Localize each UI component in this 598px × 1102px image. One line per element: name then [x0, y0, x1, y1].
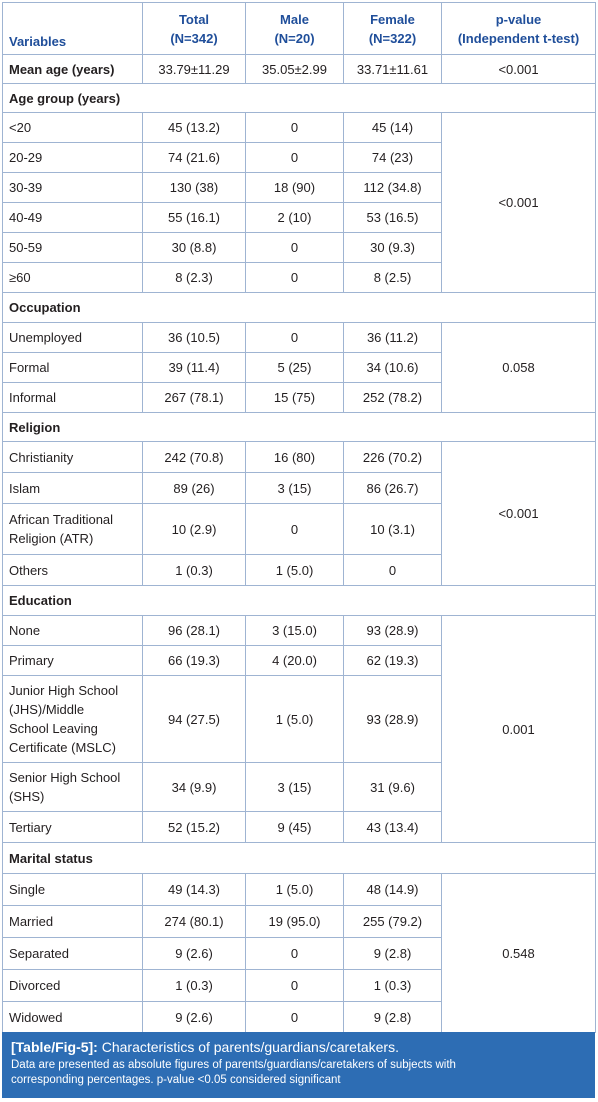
- mean-age-row: [3, 55, 596, 84]
- male-cell: 0: [246, 113, 344, 143]
- row-label: African Traditional Religion (ATR): [3, 504, 143, 555]
- row-label: Senior High School (SHS): [3, 763, 143, 812]
- caption-title: [11, 1038, 586, 1056]
- male-cell: 0: [246, 504, 344, 555]
- female-cell: 252 (78.2): [344, 383, 442, 413]
- row-label: Christianity: [3, 442, 143, 473]
- total-cell: 94 (27.5): [143, 676, 246, 763]
- male-cell: 3 (15.0): [246, 616, 344, 646]
- header-total: Total (N=342): [143, 3, 246, 55]
- male-cell: 19 (95.0): [246, 906, 344, 938]
- row-label: <20: [3, 113, 143, 143]
- female-cell: 45 (14): [344, 113, 442, 143]
- total-cell: 34 (9.9): [143, 763, 246, 812]
- total-cell: 130 (38): [143, 173, 246, 203]
- male-cell: 5 (25): [246, 353, 344, 383]
- total-cell: 267 (78.1): [143, 383, 246, 413]
- female-cell: 62 (19.3): [344, 646, 442, 676]
- total-cell: 274 (80.1): [143, 906, 246, 938]
- total-cell: 36 (10.5): [143, 323, 246, 353]
- total-cell: 10 (2.9): [143, 504, 246, 555]
- female-cell: 9 (2.8): [344, 1002, 442, 1033]
- section-title: Marital status: [3, 843, 596, 874]
- female-cell: 34 (10.6): [344, 353, 442, 383]
- section-header-occupation: [3, 293, 596, 323]
- male-cell: 0: [246, 323, 344, 353]
- male-cell: 3 (15): [246, 473, 344, 504]
- female-cell: 30 (9.3): [344, 233, 442, 263]
- row-label: Married: [3, 906, 143, 938]
- female-cell: 31 (9.6): [344, 763, 442, 812]
- table-row: [3, 874, 596, 906]
- female-cell: 53 (16.5): [344, 203, 442, 233]
- total-cell: 55 (16.1): [143, 203, 246, 233]
- male-cell: 9 (45): [246, 812, 344, 843]
- total-cell: 9 (2.6): [143, 938, 246, 970]
- p-value-cell: <0.001: [442, 113, 596, 293]
- row-label: Islam: [3, 473, 143, 504]
- header-p-value: p-value (Independent t-test): [442, 3, 596, 55]
- row-label: Others: [3, 555, 143, 586]
- female-cell: 112 (34.8): [344, 173, 442, 203]
- section-header-marital: [3, 843, 596, 874]
- row-label: None: [3, 616, 143, 646]
- table-row: [3, 113, 596, 143]
- row-label: Tertiary: [3, 812, 143, 843]
- female-cell: 43 (13.4): [344, 812, 442, 843]
- section-header-religion: [3, 413, 596, 442]
- row-label: Divorced: [3, 970, 143, 1002]
- male-cell: 2 (10): [246, 203, 344, 233]
- total-cell: 33.79±11.29: [143, 55, 246, 84]
- male-cell: 16 (80): [246, 442, 344, 473]
- p-value-cell: 0.058: [442, 323, 596, 413]
- male-cell: 0: [246, 1002, 344, 1033]
- section-title: Religion: [3, 413, 596, 442]
- male-cell: 18 (90): [246, 173, 344, 203]
- header-female: Female (N=322): [344, 3, 442, 55]
- male-cell: 0: [246, 970, 344, 1002]
- female-cell: 48 (14.9): [344, 874, 442, 906]
- caption-note: Data are presented as absolute figures of parents/guardians/caretakers of subjects with corresponding percentages. p-value <0.05 considered significant: [11, 1059, 456, 1086]
- female-cell: 226 (70.2): [344, 442, 442, 473]
- row-label: Informal: [3, 383, 143, 413]
- table-row: [3, 442, 596, 473]
- row-label: Single: [3, 874, 143, 906]
- section-title: Occupation: [3, 293, 596, 323]
- section-header-age: [3, 84, 596, 113]
- female-cell: 74 (23): [344, 143, 442, 173]
- total-cell: 89 (26): [143, 473, 246, 504]
- female-cell: 1 (0.3): [344, 970, 442, 1002]
- table-caption: [2, 1032, 595, 1098]
- male-cell: 0: [246, 263, 344, 293]
- row-label: 30-39: [3, 173, 143, 203]
- total-cell: 242 (70.8): [143, 442, 246, 473]
- row-label: 20-29: [3, 143, 143, 173]
- table-row: [3, 323, 596, 353]
- caption-label: [Table/Fig-5]:: [11, 1039, 98, 1055]
- male-cell: 1 (5.0): [246, 874, 344, 906]
- female-cell: 93 (28.9): [344, 676, 442, 763]
- female-cell: 33.71±11.61: [344, 55, 442, 84]
- female-cell: 255 (79.2): [344, 906, 442, 938]
- male-cell: 0: [246, 233, 344, 263]
- total-cell: 1 (0.3): [143, 970, 246, 1002]
- section-title: Education: [3, 586, 596, 616]
- male-cell: 1 (5.0): [246, 676, 344, 763]
- female-cell: 8 (2.5): [344, 263, 442, 293]
- header-row: [3, 3, 596, 55]
- total-cell: 52 (15.2): [143, 812, 246, 843]
- total-cell: 8 (2.3): [143, 263, 246, 293]
- row-label: Junior High School (JHS)/Middle School Leaving Certificate (MSLC): [3, 676, 143, 763]
- characteristics-table: [2, 2, 596, 1033]
- row-label: Primary: [3, 646, 143, 676]
- total-cell: 9 (2.6): [143, 1002, 246, 1033]
- male-cell: 1 (5.0): [246, 555, 344, 586]
- p-value-cell: 0.001: [442, 616, 596, 843]
- female-cell: 36 (11.2): [344, 323, 442, 353]
- table-row: [3, 616, 596, 646]
- p-value-cell: <0.001: [442, 442, 596, 586]
- p-value-cell: <0.001: [442, 55, 596, 84]
- p-value-cell: 0.548: [442, 874, 596, 1033]
- row-label: Formal: [3, 353, 143, 383]
- row-label: ≥60: [3, 263, 143, 293]
- header-male: Male (N=20): [246, 3, 344, 55]
- male-cell: 0: [246, 938, 344, 970]
- male-cell: 4 (20.0): [246, 646, 344, 676]
- male-cell: 15 (75): [246, 383, 344, 413]
- total-cell: 49 (14.3): [143, 874, 246, 906]
- total-cell: 30 (8.8): [143, 233, 246, 263]
- total-cell: 96 (28.1): [143, 616, 246, 646]
- row-label: Separated: [3, 938, 143, 970]
- total-cell: 74 (21.6): [143, 143, 246, 173]
- total-cell: 66 (19.3): [143, 646, 246, 676]
- total-cell: 45 (13.2): [143, 113, 246, 143]
- row-label: 40-49: [3, 203, 143, 233]
- row-label: Mean age (years): [3, 55, 143, 84]
- section-title: Age group (years): [3, 84, 596, 113]
- female-cell: 9 (2.8): [344, 938, 442, 970]
- female-cell: 93 (28.9): [344, 616, 442, 646]
- female-cell: 86 (26.7): [344, 473, 442, 504]
- row-label: Widowed: [3, 1002, 143, 1033]
- caption-title-text: Characteristics of parents/guardians/caretakers.: [97, 1039, 399, 1055]
- row-label: 50-59: [3, 233, 143, 263]
- male-cell: 3 (15): [246, 763, 344, 812]
- total-cell: 1 (0.3): [143, 555, 246, 586]
- male-cell: 0: [246, 143, 344, 173]
- male-cell: 35.05±2.99: [246, 55, 344, 84]
- female-cell: 10 (3.1): [344, 504, 442, 555]
- section-header-education: [3, 586, 596, 616]
- total-cell: 39 (11.4): [143, 353, 246, 383]
- header-variables: Variables: [3, 3, 143, 55]
- female-cell: 0: [344, 555, 442, 586]
- row-label: Unemployed: [3, 323, 143, 353]
